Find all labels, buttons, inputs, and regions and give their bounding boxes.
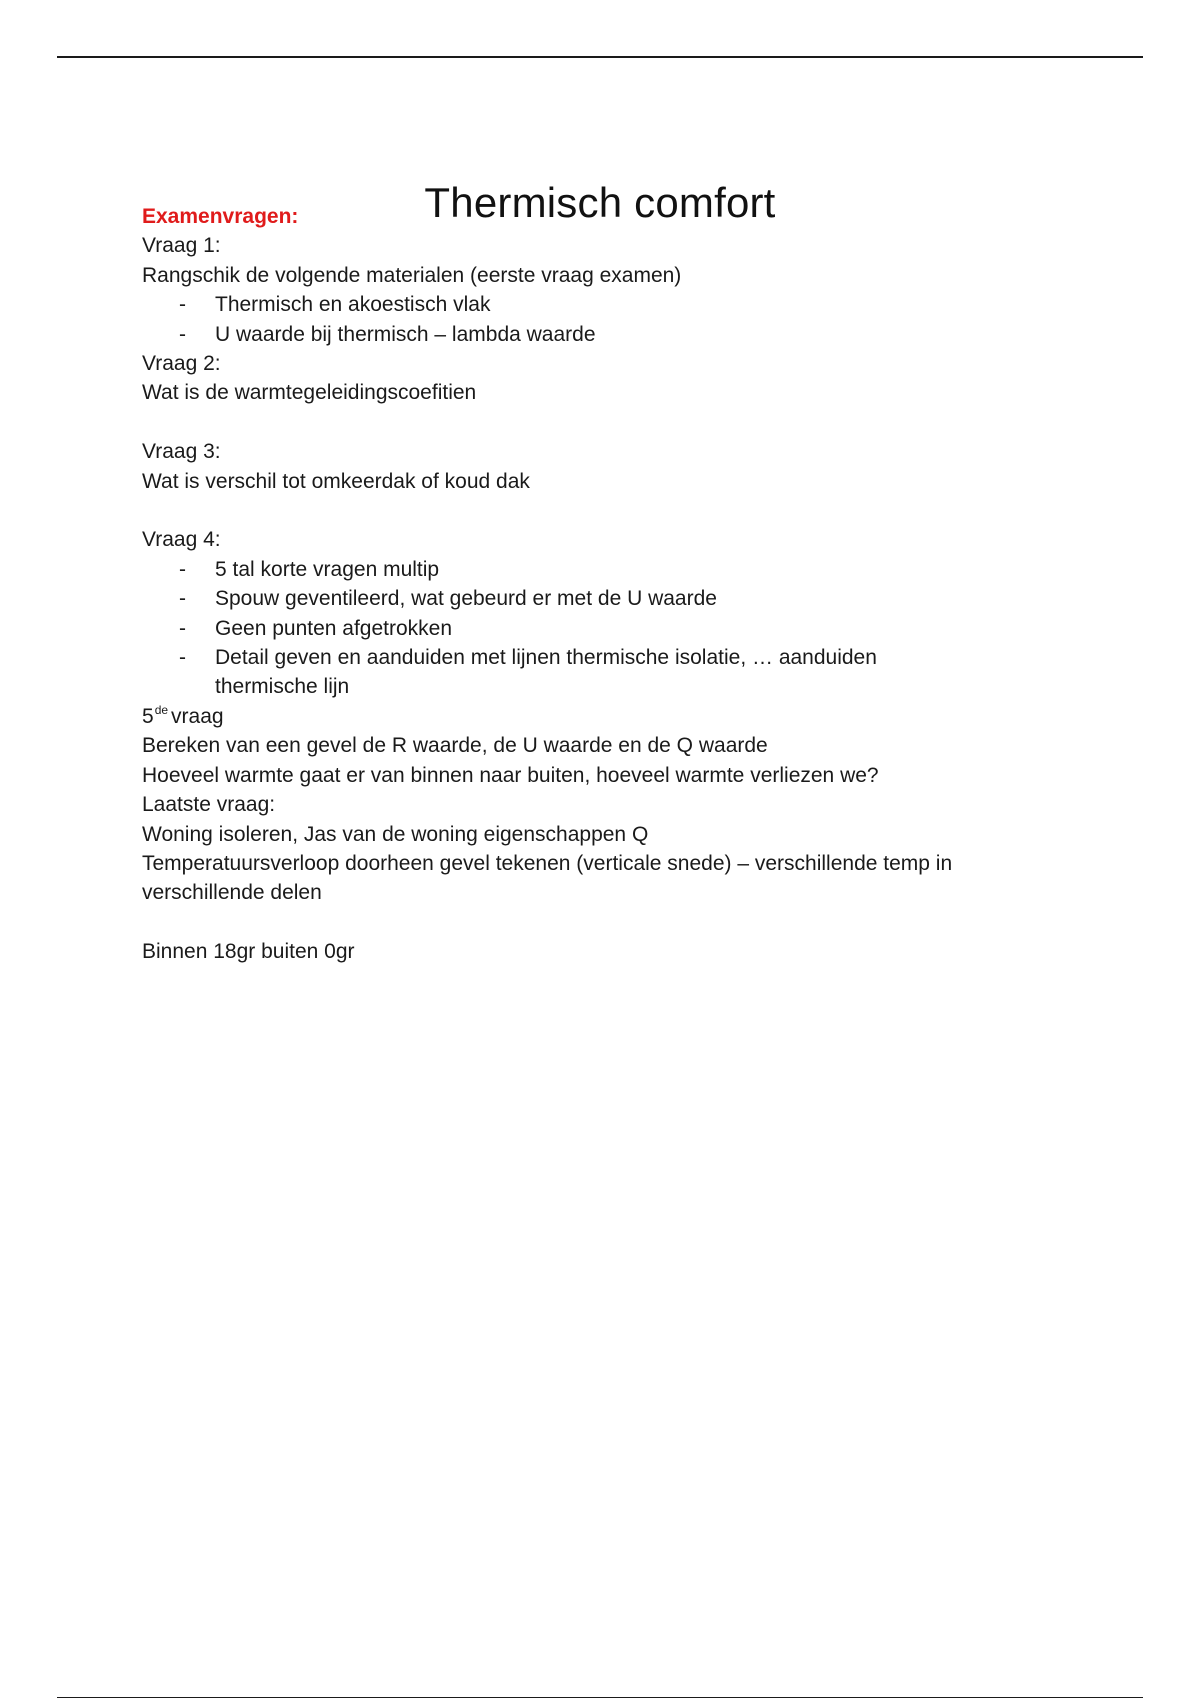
question-3-text: Wat is verschil tot omkeerdak of koud dak	[142, 469, 530, 493]
question-2-label: Vraag 2:	[142, 352, 221, 376]
bullet-marker: -	[179, 322, 186, 346]
list-item: - Spouw geventileerd, wat gebeurd er met de U waarde	[142, 584, 1062, 613]
top-rule	[57, 56, 1143, 58]
document-body	[142, 202, 1062, 967]
list-item: - 5 tal korte vragen multip	[142, 555, 1062, 584]
question-2-text: Wat is de warmtegeleidingscoefitien	[142, 381, 477, 405]
blank-line	[142, 408, 1062, 437]
list-item: - Thermisch en akoestisch vlak	[142, 290, 1062, 319]
question-1-label: Vraag 1:	[142, 234, 221, 258]
list-item: - U waarde bij thermisch – lambda waarde	[142, 320, 1062, 349]
question-5-text: Bereken van een gevel de R waarde, de U waarde en de Q waarde	[142, 734, 768, 758]
bullet-marker: -	[179, 293, 186, 317]
last-question-text: Woning isoleren, Jas van de woning eigenschappen Q	[142, 822, 649, 846]
page-title: Thermisch comfort	[424, 179, 776, 227]
blank-line	[142, 496, 1062, 525]
bullet-marker: -	[179, 587, 186, 611]
bullet-marker: -	[179, 616, 186, 640]
blank-line	[142, 908, 1062, 937]
question-5-text: Hoeveel warmte gaat er van binnen naar buiten, hoeveel warmte verliezen we?	[142, 763, 879, 787]
question-4-label: Vraag 4:	[142, 528, 221, 552]
question-1-text: Rangschik de volgende materialen (eerste vraag examen)	[142, 263, 682, 287]
bullet-marker: -	[179, 557, 186, 581]
question-3-label: Vraag 3:	[142, 440, 221, 464]
list-item: - Geen punten afgetrokken	[142, 614, 1062, 643]
last-question-text: Temperatuursverloop doorheen gevel tekenen (verticale snede) – verschillende temp in verschillende delen	[142, 851, 953, 905]
last-question-label: Laatste vraag:	[142, 793, 276, 817]
question-5-label: 5de vraag	[142, 702, 224, 728]
list-item: - Detail geven en aanduiden met lijnen thermische isolatie, … aanduiden thermische lijn	[142, 643, 975, 702]
temperature-note: Binnen 18gr buiten 0gr	[142, 940, 355, 964]
bottom-rule	[57, 1697, 1143, 1698]
section-heading: Examenvragen:	[142, 205, 299, 228]
bullet-marker: -	[179, 646, 186, 670]
